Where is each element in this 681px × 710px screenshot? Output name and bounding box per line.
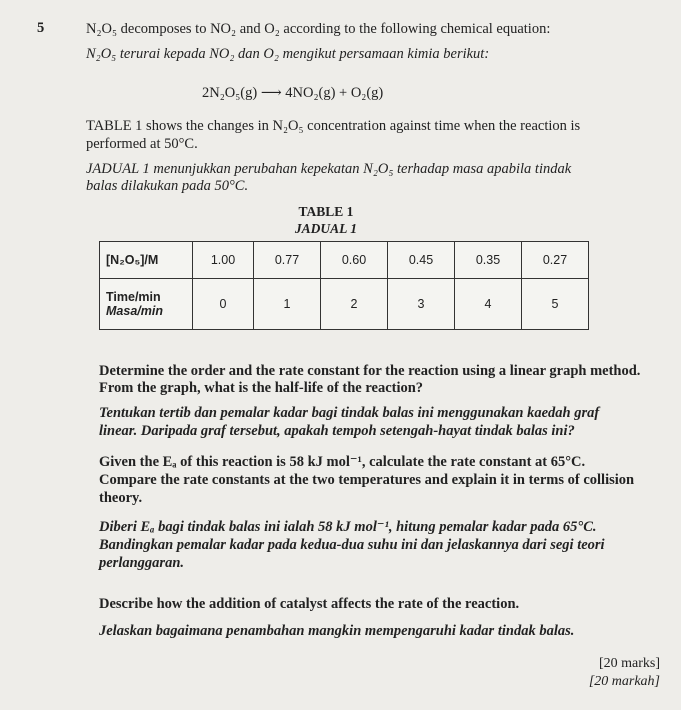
part-b-malay-3: perlanggaran. [99, 555, 185, 571]
table-title-malay: JADUAL 1 [294, 221, 358, 236]
table-cell: 0.77 [254, 242, 321, 279]
table-cell: 4 [455, 279, 522, 330]
table-intro-malay-1: JADUAL 1 menunjukkan perubahan kepekatan N₂O₅ terhadap masa apabila tindak [86, 161, 572, 177]
part-b-malay-1: Diberi Eₐ bagi tindak balas ini ialah 58 kJ mol⁻¹, hitung pemalar kadar pada 65°C. [99, 519, 597, 535]
intro-english: N₂O₅ decomposes to NO₂ and O₂ according to the following chemical equation: [86, 21, 551, 37]
table-cell: 5 [522, 279, 589, 330]
table-cell: 1.00 [193, 242, 254, 279]
question-number: 5 [37, 20, 45, 36]
row-header-concentration: [N₂O₅]/M [100, 242, 193, 279]
part-b-english-3: theory. [99, 490, 143, 506]
intro-malay: N₂O₅ terurai kepada NO₂ dan O₂ mengikut persamaan kimia berikut: [86, 46, 490, 62]
table-cell: 3 [388, 279, 455, 330]
part-a-malay-2: linear. Daripada graf tersebut, apakah tempoh setengah-hayat tindak balas ini? [99, 423, 575, 439]
table-cell: 0.45 [388, 242, 455, 279]
table-row [100, 279, 589, 330]
part-c-english: Describe how the addition of catalyst affects the rate of the reaction. [99, 596, 520, 612]
table-cell: 0 [193, 279, 254, 330]
part-a-english-2: From the graph, what is the half-life of the reaction? [99, 380, 424, 396]
chemical-equation: 2N₂O₅(g) ⟶ 4NO₂(g) + O₂(g) [202, 85, 384, 101]
table-row [100, 242, 589, 279]
part-c-malay: Jelaskan bagaimana penambahan mangkin mempengaruhi kadar tindak balas. [99, 623, 575, 639]
part-b-english-1: Given the Eₐ of this reaction is 58 kJ mol⁻¹, calculate the rate constant at 65°C. [99, 454, 586, 470]
table-intro-malay-2: balas dilakukan pada 50°C. [86, 178, 249, 194]
table-cell: 0.60 [321, 242, 388, 279]
concentration-time-table [99, 241, 589, 330]
marks-malay: [20 markah] [588, 674, 660, 689]
table-intro-english-1: TABLE 1 shows the changes in N₂O₅ concentration against time when the reaction is [86, 118, 581, 134]
part-b-malay-2: Bandingkan pemalar kadar pada kedua-dua suhu ini dan jelaskannya dari segi teori [99, 537, 605, 553]
table-cell: 0.27 [522, 242, 589, 279]
part-a-malay-1: Tentukan tertib dan pemalar kadar bagi tindak balas ini menggunakan kaedah graf [99, 405, 600, 421]
table-title-english: TABLE 1 [298, 204, 354, 219]
part-b-english-2: Compare the rate constants at the two temperatures and explain it in terms of collision [99, 472, 635, 488]
time-header-english: Time/min [106, 290, 161, 304]
table-cell: 2 [321, 279, 388, 330]
table-intro-english-2: performed at 50°C. [86, 136, 198, 152]
table-cell: 1 [254, 279, 321, 330]
part-a-english-1: Determine the order and the rate constant for the reaction using a linear graph method. [99, 363, 641, 379]
marks-english: [20 marks] [598, 656, 660, 671]
time-header-malay: Masa/min [106, 304, 163, 318]
row-header-time [100, 279, 193, 330]
table-cell: 0.35 [455, 242, 522, 279]
